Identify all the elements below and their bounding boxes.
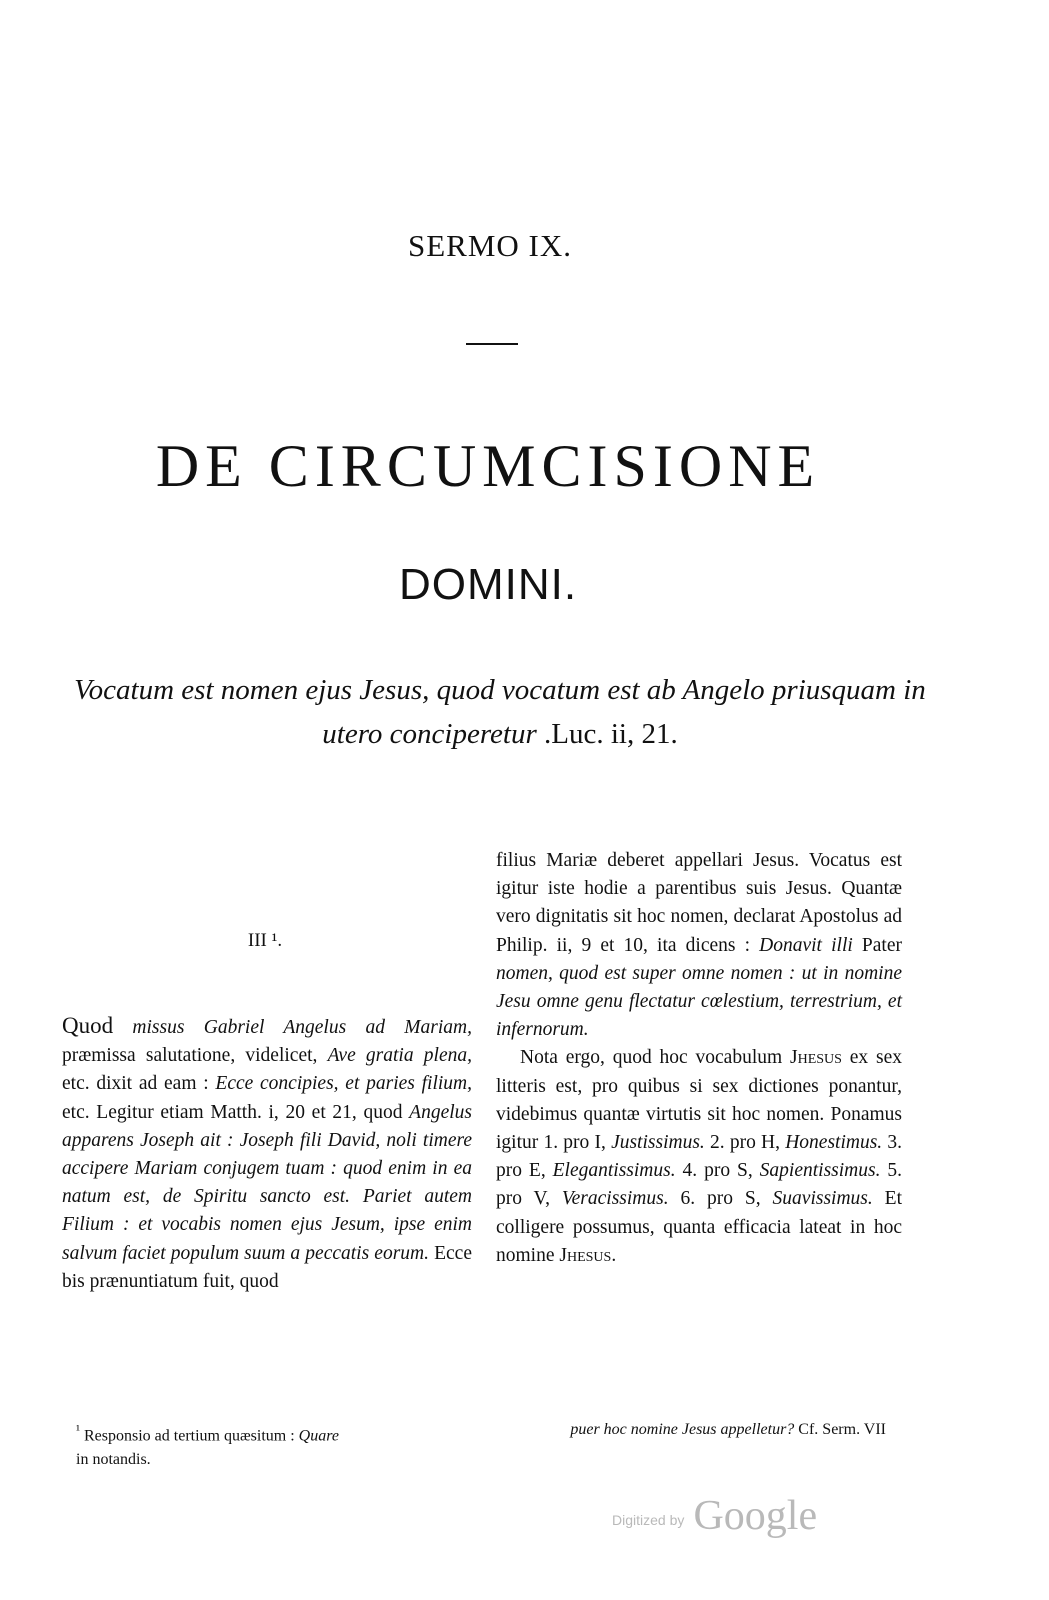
- sermon-number: SERMO IX.: [407, 228, 572, 263]
- page-subtitle: DOMINI.: [398, 560, 578, 609]
- text-run: 2. pro H,: [704, 1132, 786, 1154]
- text-run: filius Mariæ deberet appellari Jesus. Vocatus est igitur iste hodie a parentibus suis Jesus. Quantæ vero dignitatis sit hoc nomen, declarat Apostolus ad Philip. ii, 9 et 10, ita dicens :: [496, 850, 902, 956]
- text-run: missus Gabriel Angelus ad Mariam,: [113, 1017, 472, 1038]
- epigraph-reference: .Luc. ii, 21.: [544, 718, 678, 750]
- footnote-right: [476, 1418, 886, 1442]
- text-run: 5. pro V,: [496, 1160, 903, 1210]
- text-run: Ecce bis prænuntiatum fuit, quod: [62, 1242, 472, 1292]
- text-run: etc. Legitur etiam Matth. i, 20 et 21, quod: [62, 1101, 410, 1123]
- text-run: in notandis.: [76, 1451, 151, 1469]
- text-run: 6. pro S,: [668, 1188, 773, 1210]
- page-title: DE CIRCUMCISIONE: [155, 433, 821, 499]
- text-run: Cf. Serm. VII: [794, 1421, 886, 1438]
- text-run: Elegantissimus.: [552, 1160, 676, 1182]
- text-run: Angelus apparens Joseph ait : Joseph fili David, noli timere accipere Mariam conjugem tuam : quod enim in ea natum est, de Spiritu sancto est. Pariet autem Filium : et vocabis nomen ejus Jesum, ipse enim salvum faciet populum suum a peccatis eorum.: [62, 1101, 472, 1264]
- title-divider: [466, 343, 518, 345]
- text-run: Pater: [852, 934, 902, 956]
- section-number: III ¹.: [247, 930, 283, 951]
- text-run: Suavissimus.: [772, 1188, 873, 1210]
- left-paragraph: [62, 1012, 472, 1296]
- footnote-marker: ¹: [76, 1422, 80, 1437]
- digitized-watermark: [612, 1492, 817, 1540]
- epigraph: [60, 668, 940, 756]
- right-column: [496, 847, 902, 1270]
- text-run: Jhesus: [790, 1047, 842, 1069]
- left-column: [62, 1012, 472, 1296]
- google-logo: Google: [693, 1493, 818, 1539]
- text-run: Nota ergo, quod hoc vocabulum: [520, 1047, 790, 1069]
- text-run: præmissa salutatione, videlicet,: [62, 1045, 328, 1067]
- text-run: etc. dixit ad eam :: [62, 1073, 216, 1095]
- epigraph-quote: Vocatum est nomen ejus Jesus, quod vocatum est ab Angelo priusquam in utero conciperetur: [74, 674, 926, 750]
- text-run: Justissimus.: [611, 1132, 705, 1154]
- text-run: Donavit illi: [759, 934, 853, 956]
- watermark-label: Digitized by: [612, 1512, 685, 1528]
- text-run: nomen, quod est super omne nomen : ut in nomine Jesu omne genu flectatur cœlestium, terrestrium, et infernorum.: [496, 962, 902, 1041]
- text-run: Responsio ad tertium quæsitum :: [80, 1427, 299, 1445]
- text-run: .: [611, 1244, 617, 1266]
- text-run: Honestimus.: [785, 1132, 883, 1154]
- text-run: Sapientissimus.: [759, 1160, 881, 1182]
- lead-word: Quod: [62, 1013, 114, 1038]
- text-run: Ecce concipies, et paries filium,: [215, 1073, 472, 1095]
- footnote-left: [76, 1418, 476, 1472]
- text-run: 4. pro S,: [675, 1160, 760, 1182]
- text-run: ex sex litteris est, pro quibus si sex dictiones ponantur, videbimus quantæ virtutis sit hoc nomen. Ponamus igitur 1. pro I,: [496, 1047, 902, 1154]
- text-run: 3. pro E,: [496, 1132, 903, 1182]
- text-run: Et colligere possumus, quanta efficacia lateat in hoc nomine: [496, 1188, 902, 1266]
- text-run: Quare: [298, 1427, 339, 1445]
- right-paragraph-2: [496, 1044, 902, 1270]
- footnote: [76, 1418, 906, 1472]
- text-run: puer hoc nomine Jesus appelletur?: [570, 1421, 795, 1438]
- right-paragraph-1: [496, 847, 902, 1044]
- text-run: Ave gratia plena,: [327, 1045, 472, 1067]
- text-run: Veracissimus.: [561, 1188, 669, 1210]
- text-run: Jhesus: [559, 1244, 612, 1266]
